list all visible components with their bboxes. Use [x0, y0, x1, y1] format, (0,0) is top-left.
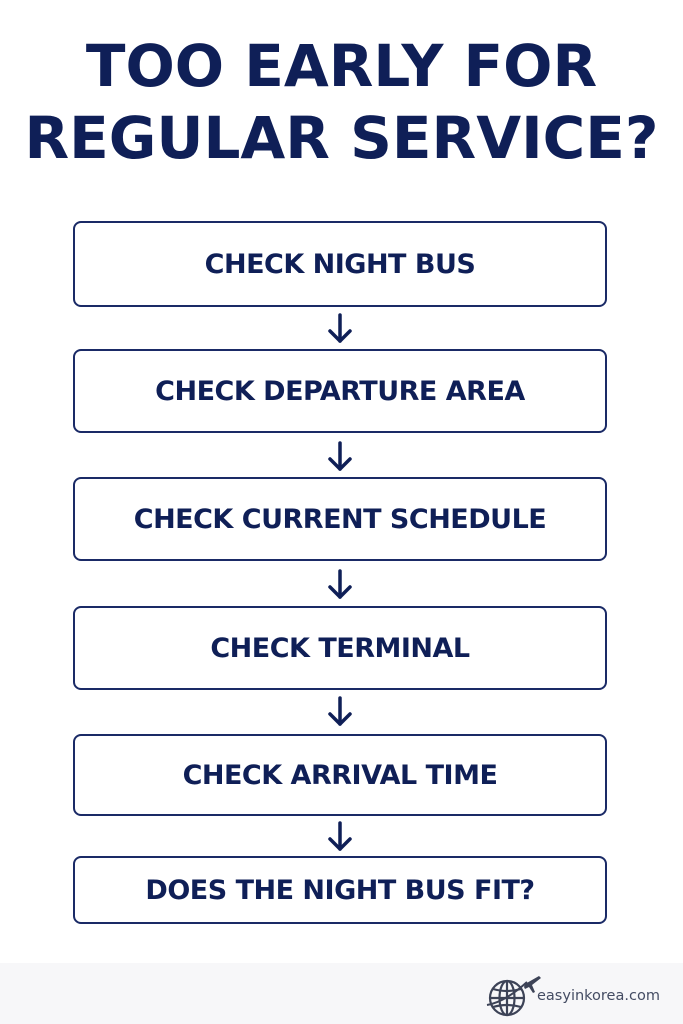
step-label: DOES THE NIGHT BUS FIT?	[145, 874, 535, 906]
page-title	[0, 30, 683, 174]
step-label: CHECK ARRIVAL TIME	[182, 759, 498, 791]
arrow-down-icon	[325, 695, 355, 729]
step-label: CHECK TERMINAL	[210, 632, 470, 664]
step-box-check-terminal	[73, 606, 607, 690]
step-box-does-the-night-bus-fit	[73, 856, 607, 924]
step-box-check-arrival-time	[73, 734, 607, 816]
step-label: CHECK NIGHT BUS	[204, 248, 476, 280]
step-label: CHECK CURRENT SCHEDULE	[133, 503, 547, 535]
arrow-down-icon	[325, 568, 355, 602]
step-box-check-night-bus	[73, 221, 607, 307]
arrow-down-icon	[325, 312, 355, 346]
title-line-2: REGULAR SERVICE?	[24, 104, 659, 172]
step-label: CHECK DEPARTURE AREA	[155, 375, 525, 407]
globe-with-airplane-icon	[483, 972, 545, 1018]
step-box-check-departure-area	[73, 349, 607, 433]
site-url-label: easyinkorea.com	[537, 988, 660, 1004]
title-line-1: TOO EARLY FOR	[85, 32, 598, 100]
arrow-down-icon	[325, 820, 355, 854]
step-box-check-current-schedule	[73, 477, 607, 561]
arrow-down-icon	[325, 440, 355, 474]
